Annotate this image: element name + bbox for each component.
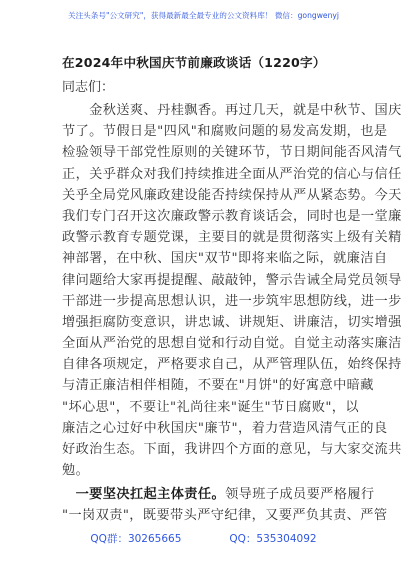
paragraph-line: 增强拒腐防变意识，讲忠诚、讲规矩、讲廉洁，切实增强 [62,314,402,330]
paragraph-line: 神部署，在中秋、国庆"双节"即将来临之际，就廉洁自 [62,251,388,267]
paragraph-line: 自律各项规定，严格要求自己，从严管理队伍，始终保持 [62,357,402,373]
paragraph-line: 与清正廉洁相伴相随，不要在"月饼"的好寓意中暗藏 [62,378,374,394]
paragraph-line: "坏心思"，不要让"礼尚往来"诞生"节日腐败"，以 [62,399,359,415]
paragraph-line: 廉洁之心过好中秋国庆"廉节"，着力营造风清气正的良 [62,420,388,436]
salutation: 同志们： [62,80,115,95]
paragraph-line: 全面从严治党的思想自觉和行动自觉。自觉主动落实廉洁 [62,336,402,352]
header-banner [62,8,345,42]
paragraph-text: 领导班子成员要严格履行 [225,487,375,502]
paragraph-line: 律问题给大家再提提醒、敲敲钟，警示告诫全局党员领导 [62,272,402,288]
qq-group-contact: QQ群：30265665 [90,533,182,545]
paragraph-line: 关乎全局党风廉政建设能否持续保持从严从紧态势。今天 [62,187,402,203]
paragraph-line: 检验领导干部党性原则的关键环节，节日期间能否风清气 [62,145,402,161]
header-line-1: 关注头条号"公文研究"，获得最新最全最专业的公文资料库！ 微信：gongwenyj [67,11,339,20]
paragraph-line: 我们专门召开这次廉政警示教育谈话会，同时也是一堂廉 [62,208,402,224]
footer-contacts [62,531,345,547]
body-paragraph-1 [62,100,402,481]
paragraph-line: 干部进一步提高思想认识，进一步筑牢思想防线，进一步 [62,293,402,309]
paragraph-line: "一岗双责"，既要带头严守纪律，又要严负其责、严管 [62,508,388,524]
paragraph-line: 正，关乎群众对我们持续推进全面从严治党的信心与信任 [62,166,402,182]
paragraph-line: 政警示教育专题党课，主要目的就是贯彻落实上级有关精 [62,230,402,246]
paragraph-line: 好政治生态。下面，我讲四个方面的意见，与大家交流共 [62,442,402,457]
qq-contact: QQ：535304092 [229,533,317,545]
indent [62,487,76,502]
paragraph-line: 节了。节假日是"四风"和腐败问题的易发高发期，也是 [62,124,388,140]
paragraph-line [62,484,375,505]
section-heading: 一要坚决扛起主体责任。 [75,487,226,502]
document-title: 在2024年中秋国庆节前廉政谈话（1220字） [62,55,326,70]
paragraph-line: 金秋送爽、丹桂飘香。再过几天，就是中秋节、国庆 [62,103,402,118]
paragraph-line: 勉。 [62,463,90,479]
body-paragraph-2 [62,484,388,526]
